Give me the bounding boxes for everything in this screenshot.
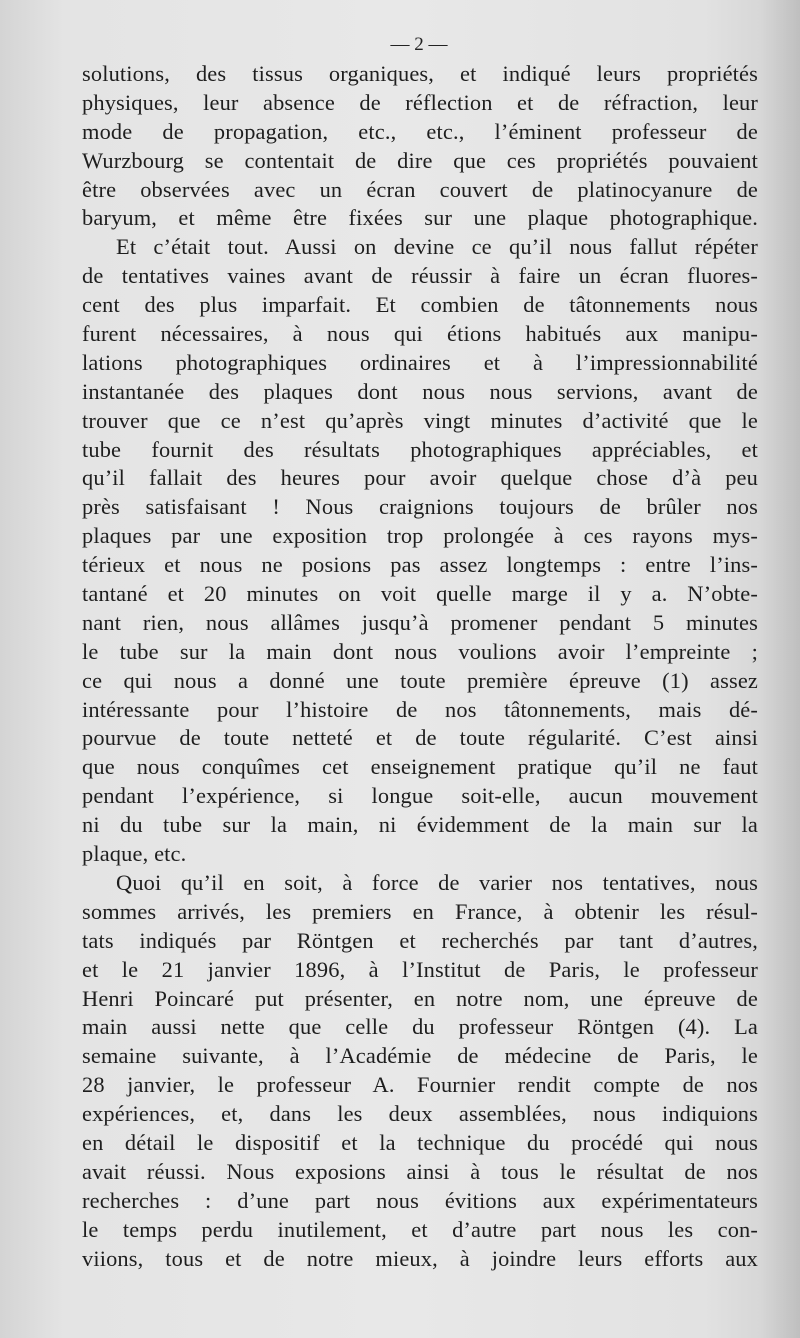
text-line: Quoi qu’il en soit, à force de varier nos tentatives, nous [116,869,758,895]
text-line: Wurzbourg se contentait de dire que ces propriétés pouvaient [82,147,758,173]
text-line: physiques, leur absence de réflection et de réfraction, leur [82,89,758,115]
text-line: avait réussi. Nous exposions ainsi à tous le résultat de nos [82,1158,758,1184]
text-line: que nous conquîmes cet enseignement pratique qu’il ne faut [82,754,758,780]
text-line: intéressante pour l’histoire de nos tâtonnements, mais dé- [82,696,758,722]
text-line: main aussi nette que celle du professeur Röntgen (4). La [82,1014,758,1040]
text-line: tantané et 20 minutes on voit quelle marge il y a. N’obte- [82,581,758,607]
text-line: de tentatives vaines avant de réussir à faire un écran fluores- [82,263,758,289]
text-line: viions, tous et de notre mieux, à joindre leurs efforts aux [82,1245,758,1271]
text-line: être observées avec un écran couvert de platinocyanure de [82,176,758,202]
text-line: ni du tube sur la main, ni évidemment de la main sur la [82,812,758,838]
text-line: cent des plus imparfait. Et combien de tâtonnements nous [82,292,758,318]
text-line: 28 janvier, le professeur A. Fournier rendit compte de nos [82,1072,758,1098]
text-line: et le 21 janvier 1896, à l’Institut de Paris, le professeur [82,956,758,982]
text-line: tats indiqués par Röntgen et recherchés par tant d’autres, [82,927,758,953]
text-line: térieux et nous ne posions pas assez longtemps : entre l’ins- [82,552,758,578]
text-line: près satisfaisant ! Nous craignions toujours de brûler nos [82,494,758,520]
text-line: en détail le dispositif et la technique du procédé qui nous [82,1129,758,1155]
text-line: pourvue de toute netteté et de toute régularité. C’est ainsi [82,725,758,751]
page-edge-shadow [760,0,800,1338]
text-line: recherches : d’une part nous évitions aux expérimentateurs [82,1187,758,1213]
text-line: tube fournit des résultats photographiques appréciables, et [82,436,758,462]
text-line: trouver que ce n’est qu’après vingt minutes d’activité que le [82,407,758,433]
text-line: instantanée des plaques dont nous nous servions, avant de [82,378,758,404]
text-line: furent nécessaires, à nous qui étions habitués aux manipu- [82,321,758,347]
text-line: pendant l’expérience, si longue soit-elle, aucun mouvement [82,783,758,809]
text-line: expériences, et, dans les deux assemblées, nous indiquions [82,1101,758,1127]
text-line: qu’il fallait des heures pour avoir quelque chose d’à peu [82,465,758,491]
body-text [82,60,758,1273]
text-line: ce qui nous a donné une toute première épreuve (1) assez [82,667,758,693]
text-line: Henri Poincaré put présenter, en notre nom, une épreuve de [82,985,758,1011]
text-line: lations photographiques ordinaires et à l’impressionnabilité [82,349,758,375]
text-line: sommes arrivés, les premiers en France, à obtenir les résul- [82,898,758,924]
text-line: plaques par une exposition trop prolongée à ces rayons mys- [82,523,758,549]
text-line: semaine suivante, à l’Académie de médecine de Paris, le [82,1043,758,1069]
text-line: le temps perdu inutilement, et d’autre part nous les con- [82,1216,758,1242]
text-line: plaque, etc. [82,841,187,867]
text-line: Et c’était tout. Aussi on devine ce qu’il nous fallut répéter [116,234,758,260]
text-line: nant rien, nous allâmes jusqu’à promener pendant 5 minutes [82,609,758,635]
page-number: — 2 — [390,34,448,55]
text-line: le tube sur la main dont nous voulions avoir l’empreinte ; [82,638,758,664]
text-line: mode de propagation, etc., etc., l’éminent professeur de [82,118,758,144]
text-line: solutions, des tissus organiques, et indiqué leurs propriétés [82,61,758,86]
text-line: baryum, et même être fixées sur une plaque photographique. [82,205,758,231]
